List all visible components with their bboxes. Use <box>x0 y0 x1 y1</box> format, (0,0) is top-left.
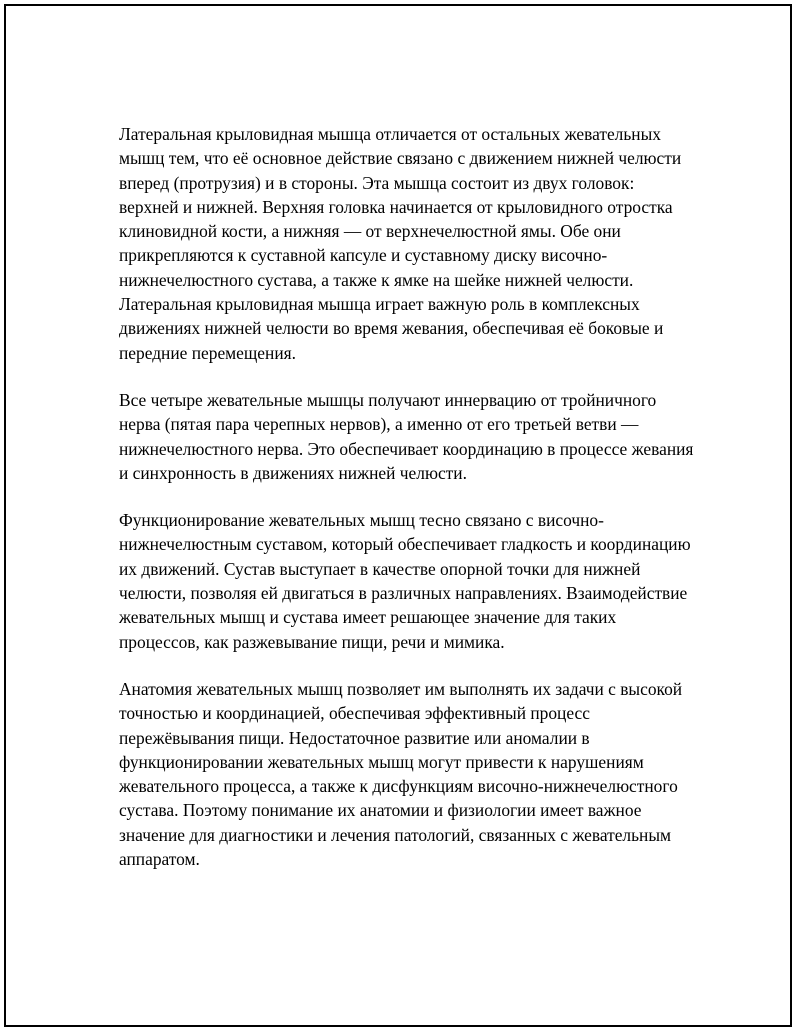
document-body <box>119 122 694 871</box>
paragraph-anatomy-summary: Анатомия жевательных мышц позволяет им выполнять их задачи с высокой точностью и координацией, обеспечивая эффективный процесс пережёвывания пищи. Недостаточное развитие или аномалии в функционировании жевательных мышц могут привести к нарушениям жевательного процесса, а также к дисфункциям височно-нижнечелюстного сустава. Поэтому понимание их анатомии и физиологии имеет важное значение для диагностики и лечения патологий, связанных с жевательным аппаратом. <box>119 678 683 870</box>
paragraph-innervation: Все четыре жевательные мышцы получают иннервацию от тройничного нерва (пятая пара черепных нервов), а именно от его третьей ветви — нижнечелюстного нерва. Это обеспечивает координацию в процессе жевания и синхронность в движениях нижней челюсти. <box>119 389 694 483</box>
paragraph-lateral-pterygoid: Латеральная крыловидная мышца отличается от остальных жевательных мышц тем, что её основное действие связано с движением нижней челюсти вперед (протрузия) и в стороны. Эта мышца состоит из двух головок: верхней и нижней. Верхняя головка начинается от крыловидного отростка клиновидной кости, а нижняя — от верхнечелюстной ямы. Обе они прикрепляются к суставной капсуле и суставному диску височно-нижнечелюстного сустава, а также к ямке на шейке нижней челюсти. Латеральная крыловидная мышца играет важную роль в комплексных движениях нижней челюсти во время жевания, обеспечивая её боковые и передние перемещения. <box>119 124 682 363</box>
page-frame <box>4 4 792 1027</box>
paragraph-joint-function: Функционирование жевательных мышц тесно связано с височно-нижнечелюстным суставом, который обеспечивает гладкость и координацию их движений. Сустав выступает в качестве опорной точки для нижней челюсти, позволяя ей двигаться в различных направлениях. Взаимодействие жевательных мышц и сустава имеет решающее значение для таких процессов, как разжевывание пищи, речи и мимика. <box>119 510 691 652</box>
